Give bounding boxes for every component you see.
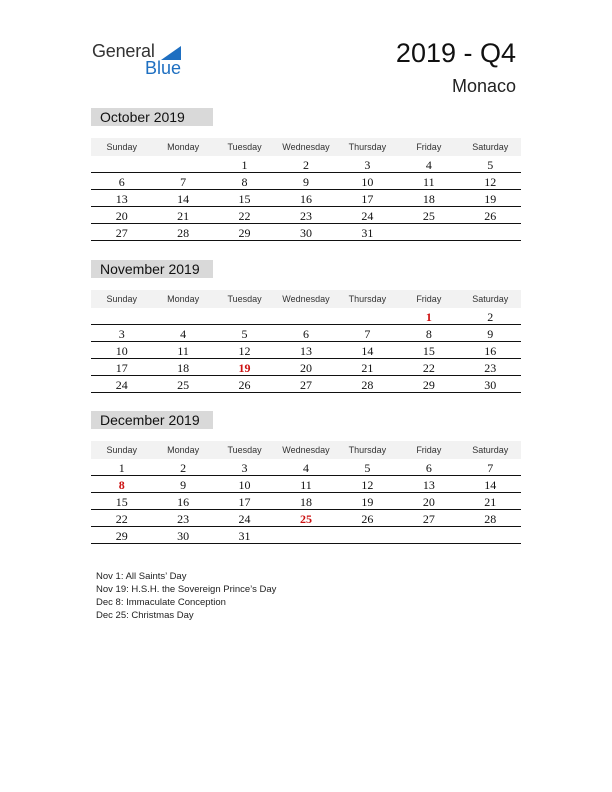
date-cell [460, 529, 521, 543]
weekday-label: Saturday [472, 445, 509, 455]
date-cell: 7 [180, 175, 187, 189]
date-cell: 7 [487, 461, 494, 475]
date-cell: 19 [361, 495, 374, 509]
date-cell: 25 [422, 209, 435, 223]
date-cell: 31 [238, 529, 251, 543]
weekday-label: Friday [416, 445, 442, 455]
week-row [91, 529, 521, 544]
month-calendar-october [91, 108, 521, 241]
date-cell: 24 [238, 512, 251, 526]
date-cell: 4 [180, 327, 187, 341]
holiday-date-cell: 1 [425, 310, 432, 324]
weekday-label: Wednesday [282, 142, 330, 152]
week-row [91, 158, 521, 173]
date-cell: 12 [238, 344, 251, 358]
generalblue-logo [92, 41, 192, 79]
weekday-label: Wednesday [282, 294, 330, 304]
date-cell: 18 [422, 192, 435, 206]
holiday-date-cell: 8 [118, 478, 125, 492]
week-row [91, 192, 521, 207]
date-cell: 19 [484, 192, 497, 206]
date-cell: 5 [364, 461, 371, 475]
date-cell: 22 [422, 361, 435, 375]
date-cell: 28 [177, 226, 190, 240]
date-cell: 5 [241, 327, 248, 341]
week-row [91, 478, 521, 493]
date-cell: 17 [361, 192, 374, 206]
date-cell [91, 158, 152, 172]
date-cell: 14 [484, 478, 497, 492]
date-cell [91, 310, 152, 324]
week-row [91, 461, 521, 476]
weekday-header-row [91, 441, 521, 459]
holiday-date-cell: 19 [238, 361, 251, 375]
date-cell: 14 [361, 344, 374, 358]
weekday-label: Thursday [348, 445, 387, 455]
weekday-label: Tuesday [227, 294, 262, 304]
date-cell: 27 [422, 512, 435, 526]
logo-text-general: General [92, 41, 155, 61]
date-cell: 23 [177, 512, 190, 526]
date-cell: 4 [302, 461, 309, 475]
date-cell: 3 [364, 158, 371, 172]
date-cell [275, 529, 336, 543]
date-cell: 10 [238, 478, 251, 492]
date-cell: 9 [302, 175, 309, 189]
date-cell: 12 [361, 478, 374, 492]
month-name: October 2019 [91, 108, 213, 126]
weekday-label: Thursday [348, 294, 387, 304]
logo-text-blue: Blue [145, 58, 182, 78]
date-cell: 14 [177, 192, 190, 206]
date-cell: 18 [299, 495, 312, 509]
date-cell: 11 [300, 478, 312, 492]
date-cell: 6 [302, 327, 309, 341]
holiday-date-cell: 25 [299, 512, 312, 526]
weekday-label: Saturday [472, 142, 509, 152]
date-cell: 1 [118, 461, 125, 475]
date-cell [152, 158, 213, 172]
date-cell: 16 [299, 192, 312, 206]
week-row [91, 495, 521, 510]
date-cell: 29 [422, 378, 435, 392]
date-cell: 17 [238, 495, 251, 509]
date-cell: 11 [423, 175, 435, 189]
date-cell: 9 [487, 327, 494, 341]
date-cell: 22 [115, 512, 128, 526]
week-row [91, 344, 521, 359]
date-cell: 28 [361, 378, 374, 392]
date-cell: 28 [484, 512, 497, 526]
date-cell: 26 [238, 378, 251, 392]
weekday-label: Monday [167, 445, 200, 455]
date-cell: 21 [361, 361, 374, 375]
date-cell: 30 [299, 226, 312, 240]
date-cell [214, 310, 275, 324]
weekday-label: Tuesday [227, 445, 262, 455]
holiday-notes [96, 570, 276, 622]
date-cell [152, 310, 213, 324]
date-cell [337, 310, 398, 324]
date-cell [398, 226, 459, 240]
date-cell: 1 [241, 158, 248, 172]
date-cell: 16 [484, 344, 497, 358]
weekday-label: Monday [167, 142, 200, 152]
weekday-header-row [91, 138, 521, 156]
weekday-label: Thursday [348, 142, 387, 152]
date-cell: 2 [487, 310, 494, 324]
date-cell: 15 [115, 495, 128, 509]
month-name: December 2019 [91, 411, 213, 429]
weekday-label: Saturday [472, 294, 509, 304]
date-cell: 8 [241, 175, 248, 189]
date-cell: 3 [118, 327, 125, 341]
holiday-note: Nov 19: H.S.H. the Sovereign Prince’s Day [96, 584, 277, 595]
page-title: 2019 - Q4 [395, 38, 516, 68]
week-row [91, 327, 521, 342]
week-row [91, 361, 521, 376]
date-cell: 22 [238, 209, 251, 223]
country-name: Monaco [451, 76, 516, 96]
week-row [91, 209, 521, 224]
date-cell: 18 [177, 361, 190, 375]
week-row [91, 175, 521, 190]
weekday-header-row [91, 290, 521, 308]
date-cell: 23 [299, 209, 312, 223]
date-cell: 16 [177, 495, 190, 509]
weekday-label: Tuesday [227, 142, 262, 152]
date-cell: 9 [180, 478, 187, 492]
date-cell [398, 529, 459, 543]
date-cell: 10 [115, 344, 128, 358]
date-cell: 27 [299, 378, 312, 392]
date-cell: 24 [361, 209, 374, 223]
date-cell: 12 [484, 175, 497, 189]
date-cell: 15 [422, 344, 435, 358]
weekday-label: Sunday [106, 294, 137, 304]
date-cell: 5 [487, 158, 494, 172]
date-cell: 27 [115, 226, 128, 240]
week-row [91, 310, 521, 325]
week-row [91, 512, 521, 527]
date-cell: 26 [484, 209, 497, 223]
date-cell: 26 [361, 512, 374, 526]
date-cell: 30 [484, 378, 497, 392]
date-cell: 6 [425, 461, 432, 475]
week-row [91, 378, 521, 393]
holiday-note: Dec 8: Immaculate Conception [96, 597, 226, 608]
weekday-label: Wednesday [282, 445, 330, 455]
date-cell: 15 [238, 192, 251, 206]
weekday-label: Sunday [106, 142, 137, 152]
date-cell: 30 [177, 529, 190, 543]
weekday-label: Friday [416, 142, 442, 152]
date-cell [275, 310, 336, 324]
date-cell: 20 [299, 361, 312, 375]
date-cell: 11 [177, 344, 189, 358]
week-row [91, 226, 521, 241]
month-name: November 2019 [91, 260, 213, 278]
date-cell: 13 [422, 478, 435, 492]
date-cell: 20 [115, 209, 128, 223]
date-cell: 20 [422, 495, 435, 509]
date-cell: 25 [177, 378, 190, 392]
date-cell: 13 [115, 192, 128, 206]
month-calendar-november [91, 260, 521, 393]
date-cell [460, 226, 521, 240]
date-cell: 31 [361, 226, 374, 240]
date-cell: 17 [115, 361, 128, 375]
date-cell: 24 [115, 378, 128, 392]
holiday-note: Dec 25: Christmas Day [96, 610, 194, 621]
month-calendar-december [91, 411, 521, 544]
date-cell: 6 [118, 175, 125, 189]
date-cell: 8 [425, 327, 432, 341]
date-cell: 21 [177, 209, 190, 223]
date-cell: 2 [180, 461, 187, 475]
date-cell [337, 529, 398, 543]
date-cell: 13 [299, 344, 312, 358]
date-cell: 21 [484, 495, 497, 509]
date-cell: 4 [425, 158, 432, 172]
date-cell: 23 [484, 361, 497, 375]
holiday-note: Nov 1: All Saints’ Day [96, 571, 187, 582]
date-cell: 29 [115, 529, 128, 543]
weekday-label: Friday [416, 294, 442, 304]
date-cell: 7 [364, 327, 371, 341]
weekday-label: Sunday [106, 445, 137, 455]
date-cell: 3 [241, 461, 248, 475]
date-cell: 10 [361, 175, 374, 189]
weekday-label: Monday [167, 294, 200, 304]
date-cell: 29 [238, 226, 251, 240]
date-cell: 2 [302, 158, 309, 172]
